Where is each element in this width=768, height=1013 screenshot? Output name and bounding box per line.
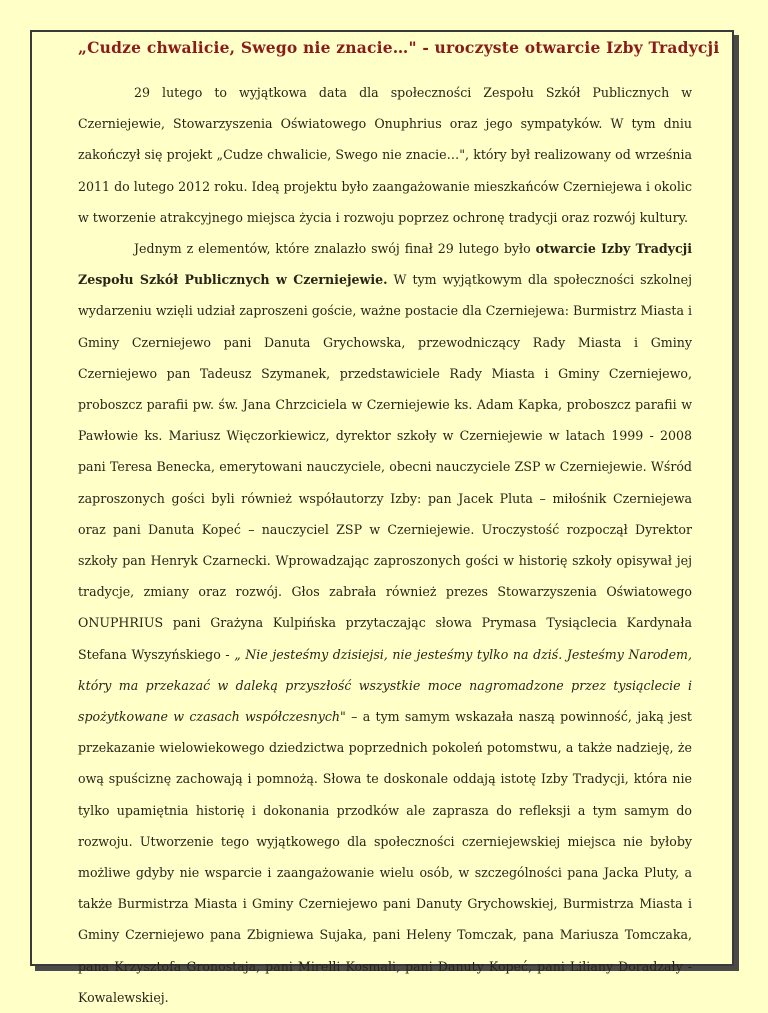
article-title: „Cudze chwalicie, Swego nie znacie…" - uroczyste otwarcie Izby Tradycji (78, 38, 720, 57)
paragraph-2 (78, 233, 692, 1013)
paragraph-2-closing: – a tym samym wskazała naszą powinność, jaką jest przekazanie wielowiekowego dziedzictwa poprzednich pokoleń potomstwu, a także nadzieję, że ową spuściznę zachowają i pomnożą. Słowa te doskonale oddają istotę Izby Tradycji, która nie tylko upamiętnia historię i dokonania przodków ale zaprasza do refleksji a tym samym do rozwoju. Utworzenie tego wyjątkowego dla społeczności czerniejewskiej miejsca nie byłoby możliwe gdyby nie wsparcie i zaangażowanie wielu osób, w szczególności pana Jacka Pluty, a także Burmistrza Miasta i Gminy Czerniejewo pani Danuty Grychowskiej, Burmistrza Miasta i Gminy Czerniejewo pana Zbigniewa Sujaka, pani Heleny Tomczak, pana Mariusza Tomczaka, pana Krzysztofa Gronostaja, pani Mirelli Kosmali, pani Danuty Kopeć, pani Liliany Doradzały - Kowalewskiej. (78, 709, 692, 1005)
paragraph-2-highlight: otwarcie Izby Tradycji Zespołu Szkół Publicznych w Czerniejewie. (78, 241, 692, 288)
article-body (78, 77, 692, 1013)
paragraph-2-guests: W tym wyjątkowym dla społeczności szkolnej wydarzeniu wzięli udział zaproszeni goście, ważne postacie dla Czerniejewa: Burmistrz Miasta i Gminy Czerniejewo pani Danuta Grychowska, przewodniczący Rady Miasta i Gminy Czerniejewo pan Tadeusz Szymanek, przedstawiciele Rady Miasta i Gminy Czerniejewo, proboszcz parafii pw. św. Jana Chrzciciela w Czerniejewie ks. Adam Kapka, proboszcz parafii w Pawłowie ks. Mariusz Więczorkiewicz, dyrektor szkoły w Czerniejewie w latach 1999 - 2008 pani Teresa Benecka, emerytowani nauczyciele, obecni nauczyciele ZSP w Czerniejewie. Wśród zaproszonych gości byli również współautorzy Izby: pan Jacek Pluta – miłośnik Czerniejewa oraz pani Danuta Kopeć – nauczyciel ZSP w Czerniejewie. Uroczystość rozpoczął Dyrektor szkoły pan Henryk Czarnecki. Wprowadzając zaproszonych gości w historię szkoły opisywał jej tradycje, zmiany oraz rozwój. Głos zabrała również prezes Stowarzyszenia Oświatowego ONUPHRIUS pani Grażyna Kulpińska przytaczając słowa Prymasa Tysiąclecia Kardynała Stefana Wyszyńskiego - (78, 272, 692, 662)
primate-quote: „ Nie jesteśmy dzisiejsi, nie jesteśmy tylko na dziś. Jesteśmy Narodem, który ma przekazać w daleką przyszłość wszystkie moce nagromadzone przez tysiąclecie i spożytkowane w czasach współczesnych" (78, 646, 692, 725)
paragraph-2-intro: Jednym z elementów, które znalazło swój finał 29 lutego było (134, 241, 536, 257)
paragraph-1: 29 lutego to wyjątkowa data dla społeczności Zespołu Szkół Publicznych w Czerniejewie, Stowarzyszenia Oświatowego Onuphrius oraz jego sympatyków. W tym dniu zakończył się projekt „Cudze chwalicie, Swego nie znacie…", który był realizowany od września 2011 do lutego 2012 roku. Ideą projektu było zaangażowanie mieszkańców Czerniejewa i okolic w tworzenie atrakcyjnego miejsca życia i rozwoju poprzez ochronę tradycji oraz rozwój kultury. (78, 85, 692, 225)
